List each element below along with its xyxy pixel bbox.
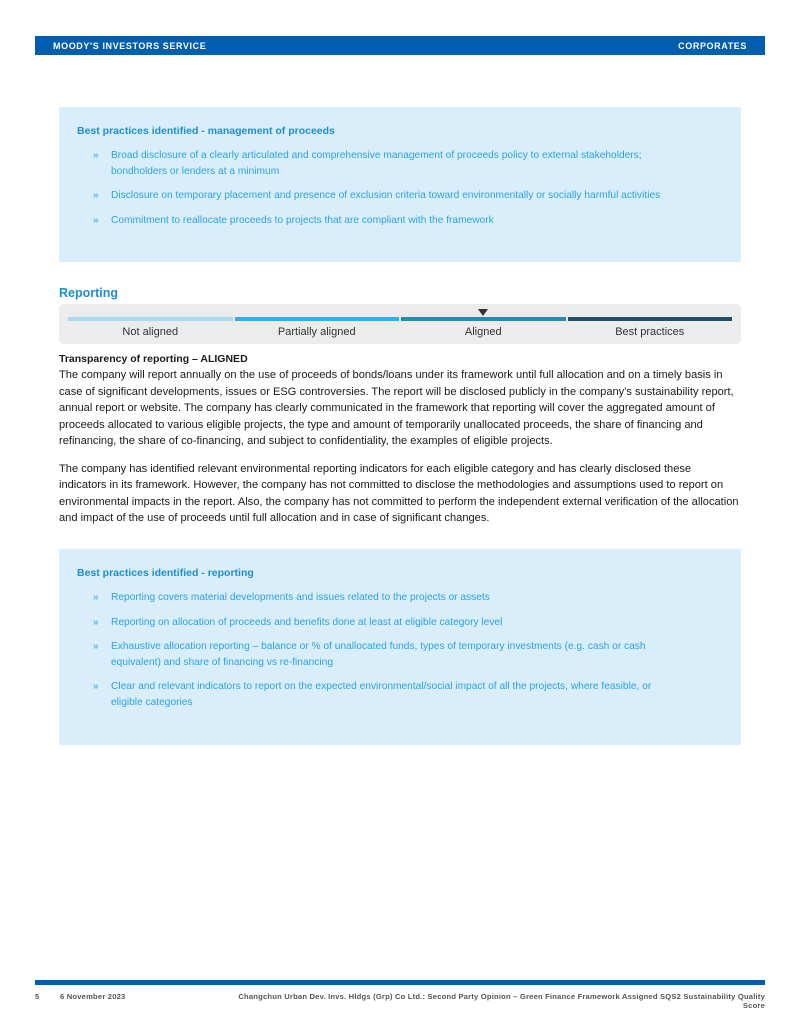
list-item-text: Reporting on allocation of proceeds and benefits done at least at eligible category level [111,616,503,628]
alignment-scale [59,304,741,344]
list-item-text: Exhaustive allocation reporting – balance or % of unallocated funds, types of temporary investments (e.g. cash or cash equivalent) and share of financing vs re-financing [111,641,646,668]
list-item-text: Commitment to reallocate proceeds to projects that are compliant with the framework [111,214,494,226]
scale-segment-best-practices [568,317,733,338]
chevron-bullet-icon: » [93,150,99,161]
page-footer [35,992,765,1010]
list-item-text: Disclosure on temporary placement and presence of exclusion criteria toward environmentally or socially harmful activities [111,190,661,201]
list-item [77,679,723,710]
scale-segment-aligned [401,317,566,338]
scale-bar [401,317,566,321]
page-header [35,36,765,55]
scale-bar [568,317,733,321]
list-item [77,639,723,670]
document-title: Changchun Urban Dev. Invs. Hldgs (Grp) Co Ltd.: Second Party Opinion – Green Finance Framework Assigned SQS2 Sustainability Quality Score [238,992,765,1010]
scale-segment-not-aligned [68,317,233,338]
list-item [77,213,723,229]
chevron-bullet-icon: » [93,641,99,652]
reporting-paragraph-2: The company has identified relevant environmental reporting indicators for each eligible category and has clearly disclosed these indicators in its framework. However, the company has not committed to disclose the methodologies and assumptions used to report on environmental impacts in the report. Also, the company has not committed to perform the independent external verification of the allocation and impact of the use of proceeds until full allocation and in case of significant changes. [59,463,739,525]
list-item [77,590,723,606]
chevron-bullet-icon: » [93,616,99,628]
list-item [77,188,723,204]
scale-segment-partially-aligned [235,317,400,338]
chevron-bullet-icon: » [93,681,99,692]
subheading: Transparency of reporting – ALIGNED [59,353,248,365]
scale-bar [68,317,233,321]
chevron-bullet-icon: » [93,592,99,603]
best-practices-list [77,148,723,228]
box-title: Best practices identified - reporting [77,567,254,579]
paragraph-text: The company will report annually on the use of proceeds of bonds/loans under its framework until full allocation and on a timely basis in case of significant developments, issues or ESG controversies. The report will be disclosed publicly in the company's sustainability report, annual report or website. The company has clearly communicated in the framework that reporting will cover the aggregated amount of proceeds allocated to various eligible projects, the type and amount of temporarily unallocated proceeds, the share of financing and refinancing, the share of co-financing, and subject to confidentiality, the examples of eligible projects. [59,369,734,448]
scale-label: Aligned [464,326,502,338]
list-item [77,615,723,631]
list-item-text: Broad disclosure of a clearly articulated and comprehensive management of proceeds policy to external stakeholders; bondholders or lenders at a minimum [111,150,642,177]
list-item-text: Clear and relevant indicators to report on the expected environmental/social impact of all the projects, where feasible, or eligible categories [111,681,652,708]
chevron-bullet-icon: » [93,214,99,226]
chevron-bullet-icon: » [93,190,99,201]
publisher-name: MOODY'S INVESTORS SERVICE [53,40,207,51]
management-best-practices-box [59,107,741,262]
scale-label: Not aligned [122,326,179,338]
list-item-text: Reporting covers material developments and issues related to the projects or assets [111,592,490,603]
best-practices-list [77,590,723,710]
scale-bar [235,317,400,321]
list-item [77,148,723,179]
scale-label: Best practices [615,326,685,338]
scale-label: Partially aligned [277,326,356,338]
reporting-paragraph-1 [59,351,741,449]
page-number: 5 [35,992,40,1001]
reporting-best-practices-box [59,549,741,745]
box-title: Best practices identified - management of proceeds [77,125,335,137]
publication-date: 6 November 2023 [60,992,126,1001]
section-title-reporting: Reporting [59,286,119,300]
selected-marker-icon [478,309,488,316]
footer-divider [35,980,765,985]
section-name: CORPORATES [678,40,747,51]
